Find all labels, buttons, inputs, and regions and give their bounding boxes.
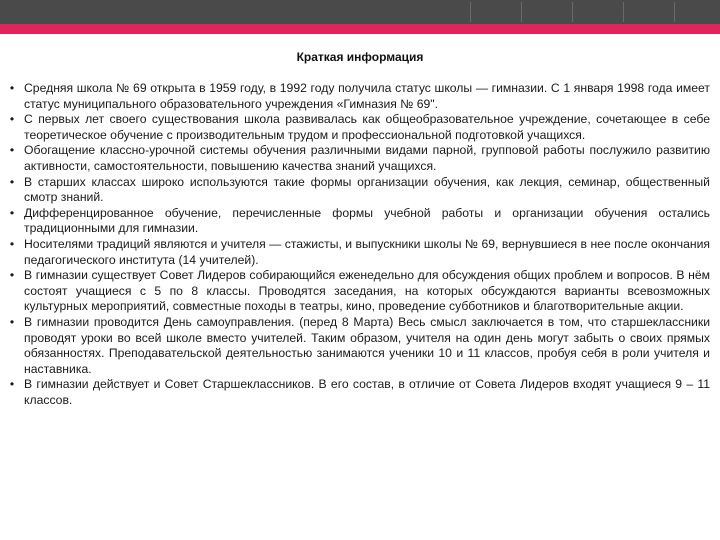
list-item — [6, 315, 710, 377]
bullet-icon: • — [9, 205, 15, 220]
bullet-icon: • — [9, 377, 15, 392]
slide-title: Краткая информация — [296, 50, 424, 64]
bullet-icon: • — [9, 143, 15, 158]
header-bar — [0, 0, 720, 34]
list-item-text: Дифференцированное обучение, перечисленные формы учебной работы и организации обучения остались традиционными для гимназии. — [24, 205, 710, 236]
header-decoration — [470, 2, 720, 22]
info-bullet-list — [6, 81, 710, 408]
list-item-text: В гимназии проводится День самоуправления. (перед 8 Марта) Весь смысл заключается в том, что старшеклассники проводят уроки во всей школе вместо учителей. Таким образом, учителя на один день могут забыть о своих прямых обязанностях. Преподавательской деятельностью занимаются ученики 10 и 11 классов, пробуя себя в роли учителя и наставника. — [24, 314, 710, 376]
bullet-icon: • — [9, 314, 15, 329]
list-item — [6, 143, 710, 174]
list-item — [6, 377, 710, 408]
bullet-icon: • — [9, 174, 15, 189]
bullet-icon: • — [9, 81, 15, 95]
list-item — [6, 81, 710, 112]
list-item — [6, 237, 710, 268]
bullet-icon: • — [9, 236, 15, 251]
list-item-text: В старших классах широко используются такие формы организации обучения, как лекция, семинар, общественный смотр знаний. — [24, 174, 710, 205]
list-item — [6, 206, 710, 237]
header-accent-stripe — [0, 24, 720, 34]
list-item — [6, 112, 710, 143]
bullet-icon: • — [9, 268, 15, 283]
list-item-text: Носителями традиций являются и учителя — стажисты, и выпускники школы № 69, вернувшиеся в нее после окончания педагогического института (14 учителей). — [24, 236, 710, 267]
list-item-text: В гимназии существует Совет Лидеров собирающийся еженедельно для обсуждения общих проблем и вопросов. В нём состоят учащиеся с 5 по 8 классы. Проводятся заседания, на которых обсуждаются варианты всевозможных культурных мероприятий, совместные походы в театры, кино, проведение субботников и благотворительные акции. — [24, 268, 710, 314]
list-item — [6, 268, 710, 315]
bullet-icon: • — [9, 112, 15, 127]
list-item-text: Обогащение классно-урочной системы обучения различными видами парной, групповой работы послужило развитию активности, самостоятельности, повышению качества знаний учащихся. — [24, 143, 710, 173]
list-item-text: С первых лет своего существования школа развивалась как общеобразовательное учреждение, сочетающее в себе теоретическое обучение с производительным трудом и профессиональной подготовкой учащихся. — [24, 112, 710, 142]
list-item — [6, 175, 710, 206]
list-item-text: В гимназии действует и Совет Старшеклассников. В его состав, в отличие от Совета Лидеров входят учащиеся 9 – 11 классов. — [24, 377, 710, 407]
list-item-text: Средняя школа № 69 открыта в 1959 году, в 1992 году получила статус школы — гимназии. С 1 января 1998 года имеет статус муниципального образовательного учреждения «Гимназия № 69". — [24, 81, 710, 111]
